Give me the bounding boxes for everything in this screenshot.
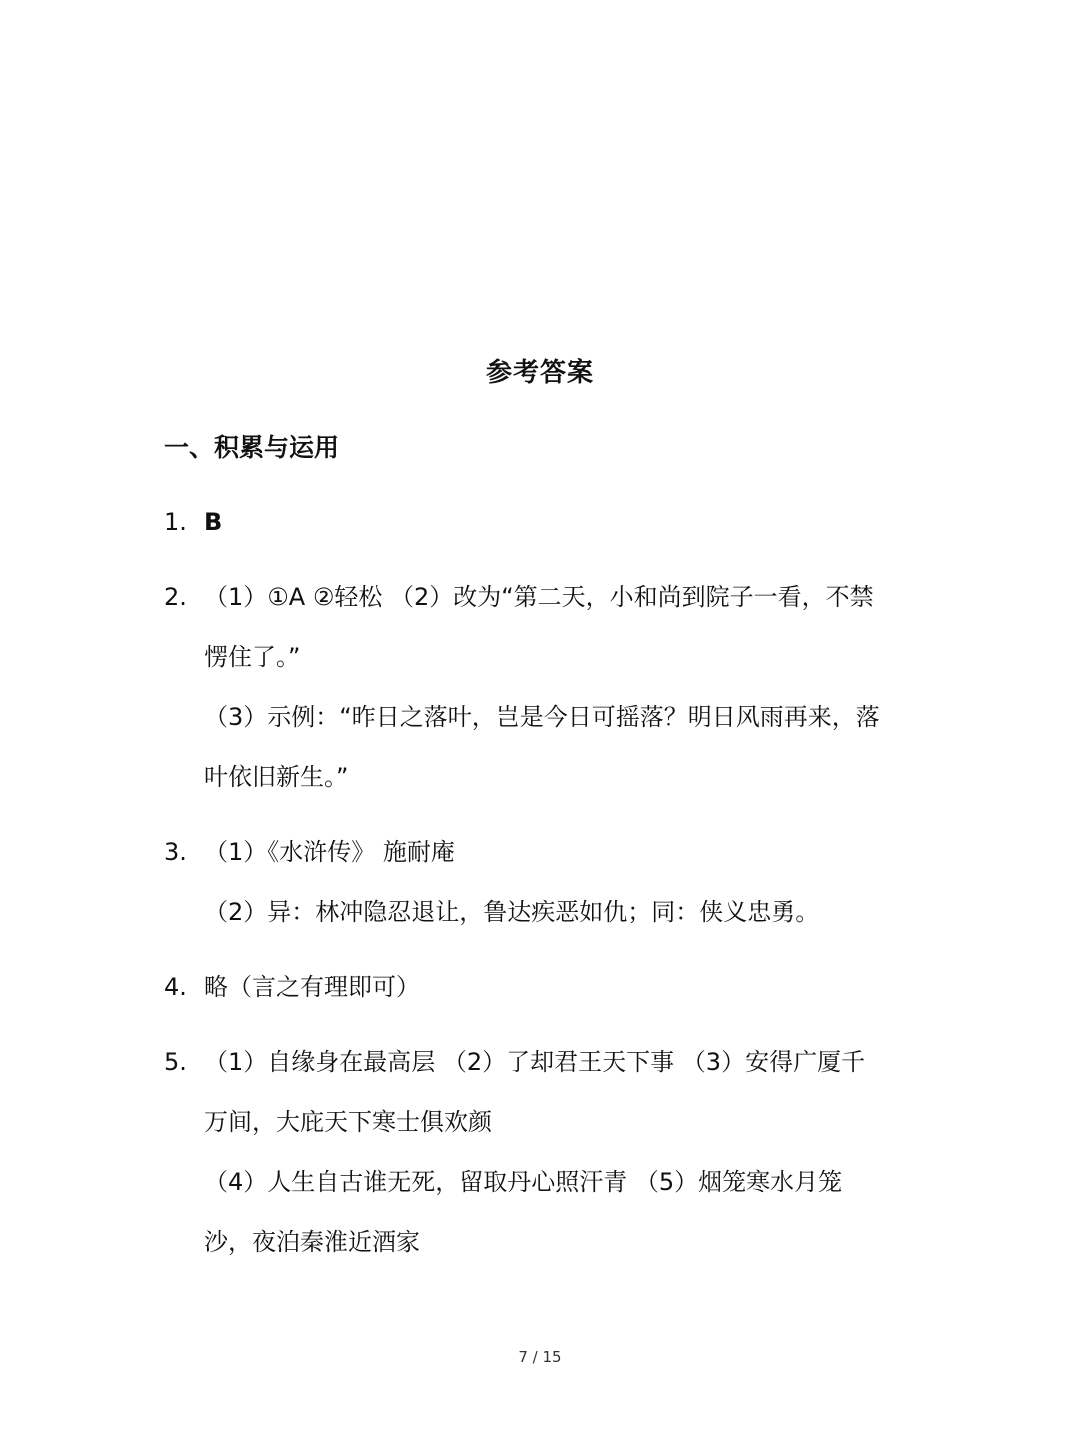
page-title: 参考答案 (485, 358, 594, 388)
question-5 (164, 1032, 924, 1272)
question-1 (164, 492, 924, 552)
answer-line: （1）①A ②轻松 （2）改为“第二天，小和尚到院子一看，不禁 (204, 583, 874, 611)
answer-line: 略（言之有理即可） (204, 973, 420, 1001)
answer-line: （1）《水浒传》 施耐庵 (204, 838, 455, 866)
question-number: 5. (164, 1048, 187, 1076)
question-4 (164, 957, 924, 1017)
question-number: 2. (164, 583, 187, 611)
answer-line: （3）示例：“昨日之落叶，岂是今日可摇落？明日风雨再来，落 (204, 703, 880, 731)
question-number: 4. (164, 973, 187, 1001)
answer-line: B (204, 508, 223, 536)
answer-line: （1）自缘身在最高层 （2）了却君王天下事 （3）安得广厦千 (204, 1048, 866, 1076)
answer-line: 叶依旧新生。” (204, 763, 349, 791)
section-heading: 一、积累与运用 (164, 433, 340, 462)
answer-line: 沙，夜泊秦淮近酒家 (204, 1228, 420, 1256)
answer-line: 万间，大庇天下寒士俱欢颜 (204, 1108, 492, 1136)
question-2 (164, 567, 924, 807)
answer-line: （2）异：林冲隐忍退让，鲁达疾恶如仇；同：侠义忠勇。 (204, 898, 820, 926)
page-number: 7 / 15 (518, 1348, 562, 1366)
answer-line: 愣住了。” (204, 643, 301, 671)
question-number: 3. (164, 838, 187, 866)
question-3 (164, 822, 924, 942)
answer-line: （4）人生自古谁无死，留取丹心照汗青 （5）烟笼寒水月笼 (204, 1168, 843, 1196)
question-number: 1. (164, 508, 187, 536)
